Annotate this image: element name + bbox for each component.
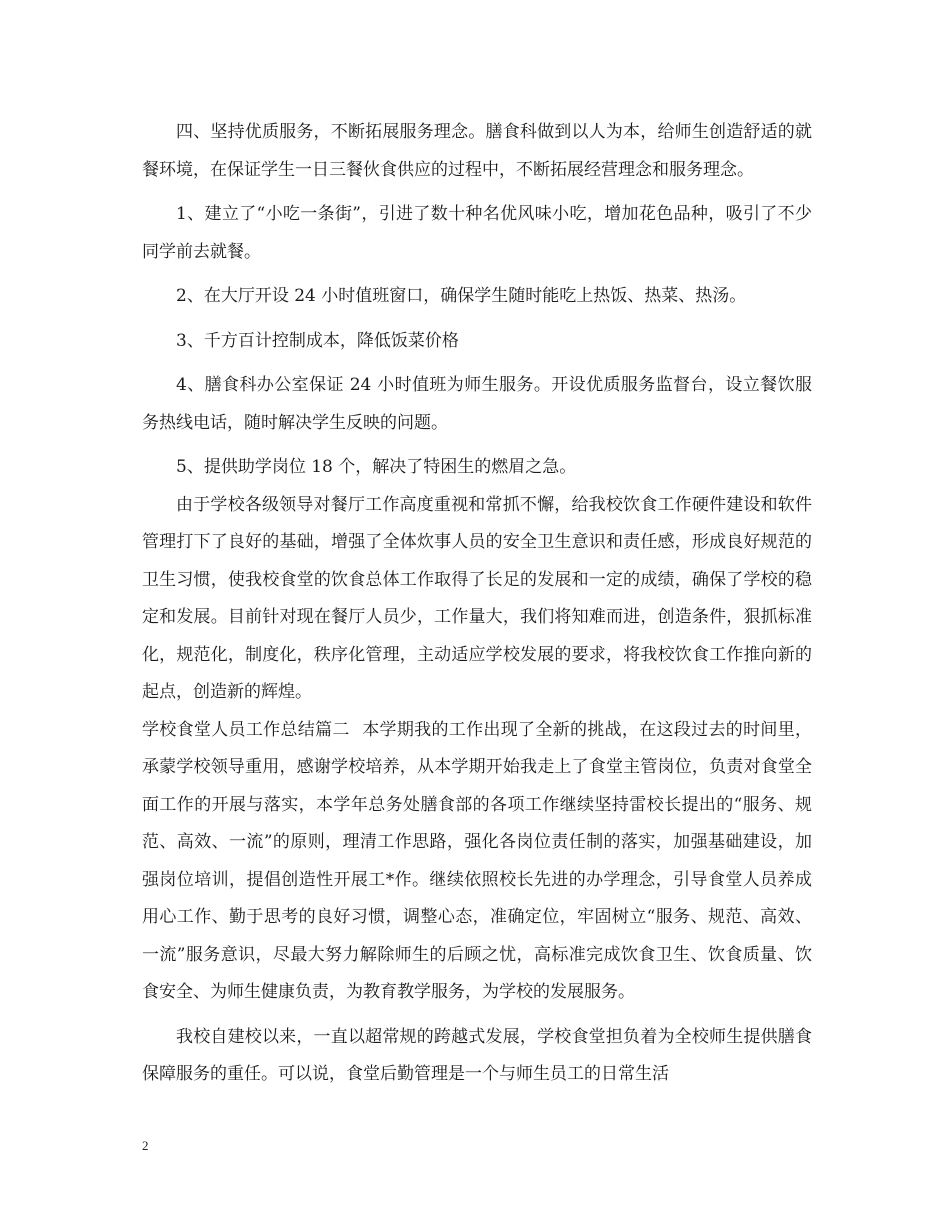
- paragraph-item-1: 1、建立了“小吃一条街”，引进了数十种名优风味小吃，增加花色品种，吸引了不少同学前去就餐。: [142, 204, 812, 262]
- document-body: [142, 114, 812, 1101]
- paragraph-service-philosophy: 四、坚持优质服务，不断拓展服务理念。膳食科做到以人为本，给师生创造舒适的就餐环境，在保证学生一日三餐伙食供应的过程中，不断拓展经营理念和服务理念。: [142, 122, 812, 180]
- paragraph-item-4: 4、膳食科办公室保证 24 小时值班为师生服务。开设优质服务监督台，设立餐饮服务热线电话，随时解决学生反映的问题。: [142, 375, 812, 433]
- paragraph-part-two: 学校食堂人员工作总结篇二 本学期我的工作出现了全新的挑战，在这段过去的时间里，承蒙学校领导重用，感谢学校培养，从本学期开始我走上了食堂主管岗位，负责对食堂全面工作的开展与落实，本学年总务处膳食部的各项工作继续坚持雷校长提出的“服务、规范、高效、一流”的原则，理清工作思路，强化各岗位责任制的落实，加强基础建设，加强岗位培训，提倡创造性开展工*作。继续依照校长先进的办学理念，引导食堂人员养成用心工作、勤于思考的良好习惯，调整心态，准确定位，牢固树立“服务、规范、高效、一流”服务意识，尽最大努力解除师生的后顾之忧，高标准完成饮食卫生、饮食质量、饮食安全、为师生健康负责，为教育教学服务，为学校的发展服务。: [142, 719, 813, 1002]
- paragraph-item-5: 5、提供助学岗位 18 个，解决了特困生的燃眉之急。: [176, 457, 577, 477]
- paragraph-school-canteen: 我校自建校以来，一直以超常规的跨越式发展，学校食堂担负着为全校师生提供膳食保障服务的重任。可以说，食堂后勤管理是一个与师生员工的日常生活: [142, 1026, 812, 1084]
- page-number: 2: [142, 1138, 149, 1153]
- paragraph-conclusion: 由于学校各级领导对餐厅工作高度重视和常抓不懈，给我校饮食工作硬件建设和软件管理打下了良好的基础，增强了全体炊事人员的安全卫生意识和责任感，形成良好规范的卫生习惯，使我校食堂的饮食总体工作取得了长足的发展和一定的成绩，确保了学校的稳定和发展。目前针对现在餐厅人员少，工作量大，我们将知难而进，创造条件，狠抓标准化，规范化，制度化，秩序化管理，主动适应学校发展的要求，将我校饮食工作推向新的起点，创造新的辉煌。: [142, 494, 812, 702]
- paragraph-item-3: 3、千方百计控制成本，降低饭菜价格: [176, 330, 459, 351]
- paragraph-item-2: 2、在大厅开设 24 小时值班窗口，确保学生随时能吃上热饭、热菜、热汤。: [176, 286, 747, 306]
